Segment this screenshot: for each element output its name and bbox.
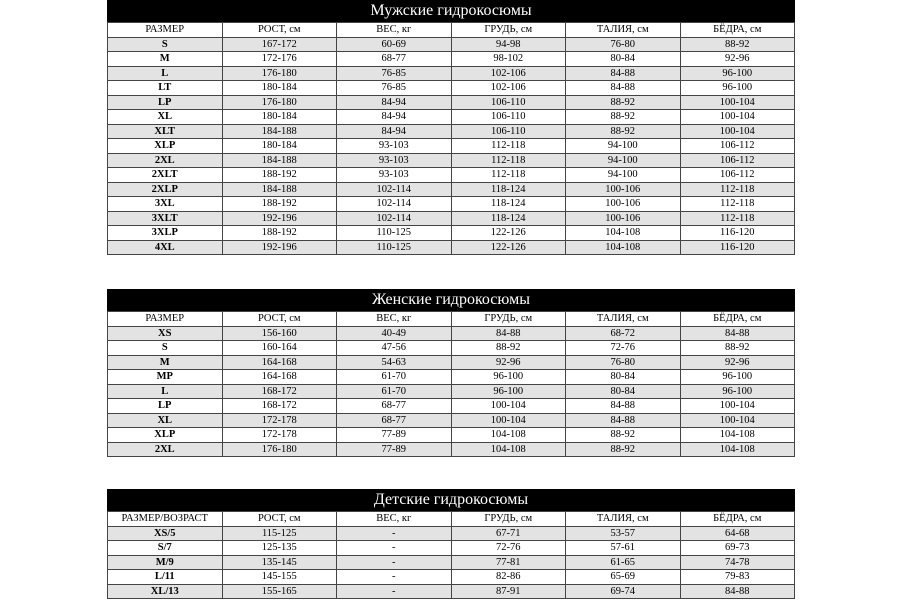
- measure-cell: 72-76: [451, 541, 566, 556]
- measure-cell: 164-168: [222, 370, 337, 385]
- measure-cell: 96-100: [451, 384, 566, 399]
- table-row: [108, 399, 795, 414]
- measure-cell: 172-178: [222, 428, 337, 443]
- measure-cell: 167-172: [222, 37, 337, 52]
- measure-cell: 188-192: [222, 197, 337, 212]
- measure-cell: 106-110: [451, 124, 566, 139]
- measure-cell: 88-92: [566, 428, 681, 443]
- measure-cell: 47-56: [337, 341, 452, 356]
- size-cell: XL/13: [108, 584, 223, 599]
- measure-cell: 112-118: [451, 139, 566, 154]
- measure-cell: 100-104: [451, 413, 566, 428]
- size-cell: MP: [108, 370, 223, 385]
- measure-cell: 100-104: [680, 124, 795, 139]
- measure-cell: 88-92: [451, 341, 566, 356]
- measure-cell: 87-91: [451, 584, 566, 599]
- table-row: [108, 153, 795, 168]
- measure-cell: -: [337, 555, 452, 570]
- measure-cell: 88-92: [566, 124, 681, 139]
- column-header: БЁДРА, см: [680, 312, 795, 327]
- measure-cell: 74-78: [680, 555, 795, 570]
- measure-cell: 100-104: [680, 399, 795, 414]
- measure-cell: 69-73: [680, 541, 795, 556]
- size-cell: S: [108, 341, 223, 356]
- table-row: [108, 570, 795, 585]
- measure-cell: -: [337, 526, 452, 541]
- measure-cell: 88-92: [566, 95, 681, 110]
- size-cell: XLP: [108, 428, 223, 443]
- measure-cell: 118-124: [451, 211, 566, 226]
- measure-cell: 40-49: [337, 326, 452, 341]
- measure-cell: 65-69: [566, 570, 681, 585]
- measure-cell: 94-100: [566, 139, 681, 154]
- measure-cell: 88-92: [680, 341, 795, 356]
- size-cell: XL: [108, 413, 223, 428]
- measure-cell: 84-88: [680, 584, 795, 599]
- size-cell: M/9: [108, 555, 223, 570]
- measure-cell: 100-104: [680, 413, 795, 428]
- size-cell: XL: [108, 110, 223, 125]
- table-row: [108, 240, 795, 255]
- size-cell: 3XLT: [108, 211, 223, 226]
- measure-cell: 180-184: [222, 110, 337, 125]
- measure-cell: 64-68: [680, 526, 795, 541]
- measure-cell: 94-98: [451, 37, 566, 52]
- table-row: [108, 124, 795, 139]
- column-header: ВЕС, кг: [337, 23, 452, 38]
- measure-cell: 76-80: [566, 355, 681, 370]
- measure-cell: 84-94: [337, 95, 452, 110]
- measure-cell: 104-108: [451, 428, 566, 443]
- measure-cell: 118-124: [451, 197, 566, 212]
- measure-cell: 180-184: [222, 139, 337, 154]
- size-cell: LT: [108, 81, 223, 96]
- measure-cell: 93-103: [337, 139, 452, 154]
- measure-cell: 184-188: [222, 124, 337, 139]
- column-header: БЁДРА, см: [680, 23, 795, 38]
- column-header: ТАЛИЯ, см: [566, 312, 681, 327]
- measure-cell: 76-85: [337, 81, 452, 96]
- measure-cell: 122-126: [451, 226, 566, 241]
- size-cell: XS/5: [108, 526, 223, 541]
- measure-cell: 104-108: [451, 442, 566, 457]
- column-header: РАЗМЕР: [108, 23, 223, 38]
- measure-cell: 112-118: [680, 197, 795, 212]
- measure-cell: 96-100: [680, 66, 795, 81]
- measure-cell: 102-114: [337, 197, 452, 212]
- measure-cell: 77-81: [451, 555, 566, 570]
- men-size-table: [107, 22, 795, 255]
- measure-cell: 102-106: [451, 81, 566, 96]
- table-row: [108, 139, 795, 154]
- measure-cell: 96-100: [680, 81, 795, 96]
- size-cell: S: [108, 37, 223, 52]
- measure-cell: 80-84: [566, 52, 681, 67]
- measure-cell: -: [337, 541, 452, 556]
- measure-cell: 156-160: [222, 326, 337, 341]
- measure-cell: 100-106: [566, 182, 681, 197]
- table-header-row: [108, 312, 795, 327]
- size-cell: L: [108, 66, 223, 81]
- measure-cell: 94-100: [566, 153, 681, 168]
- measure-cell: 80-84: [566, 384, 681, 399]
- measure-cell: 61-70: [337, 384, 452, 399]
- measure-cell: 84-88: [566, 413, 681, 428]
- measure-cell: 104-108: [680, 442, 795, 457]
- column-header: РАЗМЕР: [108, 312, 223, 327]
- table-row: [108, 370, 795, 385]
- size-cell: M: [108, 52, 223, 67]
- column-header: ВЕС, кг: [337, 312, 452, 327]
- measure-cell: 84-88: [680, 326, 795, 341]
- measure-cell: 60-69: [337, 37, 452, 52]
- table-row: [108, 526, 795, 541]
- measure-cell: 176-180: [222, 66, 337, 81]
- measure-cell: 106-112: [680, 139, 795, 154]
- measure-cell: 116-120: [680, 240, 795, 255]
- measure-cell: 98-102: [451, 52, 566, 67]
- measure-cell: -: [337, 570, 452, 585]
- measure-cell: 84-94: [337, 110, 452, 125]
- measure-cell: 180-184: [222, 81, 337, 96]
- table-row: [108, 168, 795, 183]
- measure-cell: 84-88: [566, 66, 681, 81]
- measure-cell: 188-192: [222, 168, 337, 183]
- table-row: [108, 541, 795, 556]
- measure-cell: 110-125: [337, 226, 452, 241]
- measure-cell: 61-65: [566, 555, 681, 570]
- measure-cell: 155-165: [222, 584, 337, 599]
- women-size-section: [107, 289, 795, 457]
- measure-cell: 93-103: [337, 168, 452, 183]
- measure-cell: 106-110: [451, 110, 566, 125]
- measure-cell: 188-192: [222, 226, 337, 241]
- women-section-title: Женские гидрокосюмы: [107, 289, 795, 311]
- table-row: [108, 341, 795, 356]
- size-cell: S/7: [108, 541, 223, 556]
- measure-cell: 57-61: [566, 541, 681, 556]
- women-size-table: [107, 311, 795, 457]
- measure-cell: 100-104: [680, 110, 795, 125]
- measure-cell: 118-124: [451, 182, 566, 197]
- measure-cell: 168-172: [222, 399, 337, 414]
- measure-cell: 100-106: [566, 211, 681, 226]
- measure-cell: 54-63: [337, 355, 452, 370]
- measure-cell: 68-77: [337, 413, 452, 428]
- measure-cell: 84-88: [566, 81, 681, 96]
- table-row: [108, 37, 795, 52]
- size-cell: 2XL: [108, 442, 223, 457]
- measure-cell: 184-188: [222, 182, 337, 197]
- measure-cell: 96-100: [680, 384, 795, 399]
- table-header-row: [108, 23, 795, 38]
- measure-cell: 104-108: [566, 240, 681, 255]
- table-row: [108, 413, 795, 428]
- size-cell: L/11: [108, 570, 223, 585]
- measure-cell: -: [337, 584, 452, 599]
- measure-cell: 112-118: [451, 153, 566, 168]
- measure-cell: 100-104: [451, 399, 566, 414]
- size-cell: 2XL: [108, 153, 223, 168]
- measure-cell: 176-180: [222, 95, 337, 110]
- table-row: [108, 428, 795, 443]
- measure-cell: 61-70: [337, 370, 452, 385]
- measure-cell: 112-118: [680, 182, 795, 197]
- measure-cell: 110-125: [337, 240, 452, 255]
- measure-cell: 115-125: [222, 526, 337, 541]
- column-header: ТАЛИЯ, см: [566, 512, 681, 527]
- table-row: [108, 584, 795, 599]
- table-row: [108, 326, 795, 341]
- measure-cell: 104-108: [566, 226, 681, 241]
- measure-cell: 122-126: [451, 240, 566, 255]
- measure-cell: 106-110: [451, 95, 566, 110]
- measure-cell: 77-89: [337, 442, 452, 457]
- measure-cell: 68-77: [337, 52, 452, 67]
- column-header: ГРУДЬ, см: [451, 512, 566, 527]
- measure-cell: 72-76: [566, 341, 681, 356]
- measure-cell: 93-103: [337, 153, 452, 168]
- measure-cell: 84-88: [566, 399, 681, 414]
- measure-cell: 88-92: [566, 442, 681, 457]
- column-header: РОСТ, см: [222, 312, 337, 327]
- measure-cell: 88-92: [566, 110, 681, 125]
- measure-cell: 82-86: [451, 570, 566, 585]
- measure-cell: 77-89: [337, 428, 452, 443]
- measure-cell: 192-196: [222, 211, 337, 226]
- measure-cell: 100-104: [680, 95, 795, 110]
- measure-cell: 164-168: [222, 355, 337, 370]
- size-cell: XLP: [108, 139, 223, 154]
- measure-cell: 172-176: [222, 52, 337, 67]
- column-header: РОСТ, см: [222, 512, 337, 527]
- size-cell: L: [108, 384, 223, 399]
- measure-cell: 184-188: [222, 153, 337, 168]
- size-cell: 2XLT: [108, 168, 223, 183]
- measure-cell: 106-112: [680, 153, 795, 168]
- column-header: ТАЛИЯ, см: [566, 23, 681, 38]
- measure-cell: 68-72: [566, 326, 681, 341]
- measure-cell: 125-135: [222, 541, 337, 556]
- measure-cell: 135-145: [222, 555, 337, 570]
- measure-cell: 192-196: [222, 240, 337, 255]
- table-row: [108, 95, 795, 110]
- measure-cell: 76-85: [337, 66, 452, 81]
- size-cell: XLT: [108, 124, 223, 139]
- measure-cell: 76-80: [566, 37, 681, 52]
- table-row: [108, 81, 795, 96]
- measure-cell: 84-88: [451, 326, 566, 341]
- column-header: ГРУДЬ, см: [451, 312, 566, 327]
- measure-cell: 92-96: [451, 355, 566, 370]
- size-cell: 3XLP: [108, 226, 223, 241]
- measure-cell: 53-57: [566, 526, 681, 541]
- measure-cell: 104-108: [680, 428, 795, 443]
- measure-cell: 112-118: [451, 168, 566, 183]
- size-cell: XS: [108, 326, 223, 341]
- table-row: [108, 110, 795, 125]
- table-row: [108, 555, 795, 570]
- measure-cell: 92-96: [680, 52, 795, 67]
- measure-cell: 67-71: [451, 526, 566, 541]
- measure-cell: 172-178: [222, 413, 337, 428]
- table-row: [108, 355, 795, 370]
- measure-cell: 96-100: [680, 370, 795, 385]
- kids-size-table: [107, 511, 795, 599]
- size-cell: LP: [108, 399, 223, 414]
- size-cell: 2XLP: [108, 182, 223, 197]
- measure-cell: 96-100: [451, 370, 566, 385]
- size-cell: LP: [108, 95, 223, 110]
- column-header: ВЕС, кг: [337, 512, 452, 527]
- column-header: БЁДРА, см: [680, 512, 795, 527]
- measure-cell: 102-114: [337, 182, 452, 197]
- measure-cell: 116-120: [680, 226, 795, 241]
- measure-cell: 88-92: [680, 37, 795, 52]
- men-section-title: Мужские гидрокосюмы: [107, 0, 795, 22]
- measure-cell: 94-100: [566, 168, 681, 183]
- measure-cell: 112-118: [680, 211, 795, 226]
- measure-cell: 102-106: [451, 66, 566, 81]
- table-row: [108, 211, 795, 226]
- measure-cell: 69-74: [566, 584, 681, 599]
- measure-cell: 80-84: [566, 370, 681, 385]
- measure-cell: 145-155: [222, 570, 337, 585]
- measure-cell: 68-77: [337, 399, 452, 414]
- measure-cell: 160-164: [222, 341, 337, 356]
- size-cell: M: [108, 355, 223, 370]
- measure-cell: 84-94: [337, 124, 452, 139]
- table-row: [108, 442, 795, 457]
- size-cell: 3XL: [108, 197, 223, 212]
- men-size-section: [107, 0, 795, 255]
- size-cell: 4XL: [108, 240, 223, 255]
- column-header: ГРУДЬ, см: [451, 23, 566, 38]
- measure-cell: 92-96: [680, 355, 795, 370]
- kids-size-section: [107, 489, 795, 599]
- measure-cell: 79-83: [680, 570, 795, 585]
- table-row: [108, 197, 795, 212]
- column-header: РАЗМЕР/ВОЗРАСТ: [108, 512, 223, 527]
- kids-section-title: Детские гидрокосюмы: [107, 489, 795, 511]
- table-row: [108, 52, 795, 67]
- measure-cell: 176-180: [222, 442, 337, 457]
- measure-cell: 102-114: [337, 211, 452, 226]
- table-row: [108, 226, 795, 241]
- table-row: [108, 182, 795, 197]
- measure-cell: 100-106: [566, 197, 681, 212]
- measure-cell: 106-112: [680, 168, 795, 183]
- measure-cell: 168-172: [222, 384, 337, 399]
- column-header: РОСТ, см: [222, 23, 337, 38]
- table-header-row: [108, 512, 795, 527]
- table-row: [108, 384, 795, 399]
- table-row: [108, 66, 795, 81]
